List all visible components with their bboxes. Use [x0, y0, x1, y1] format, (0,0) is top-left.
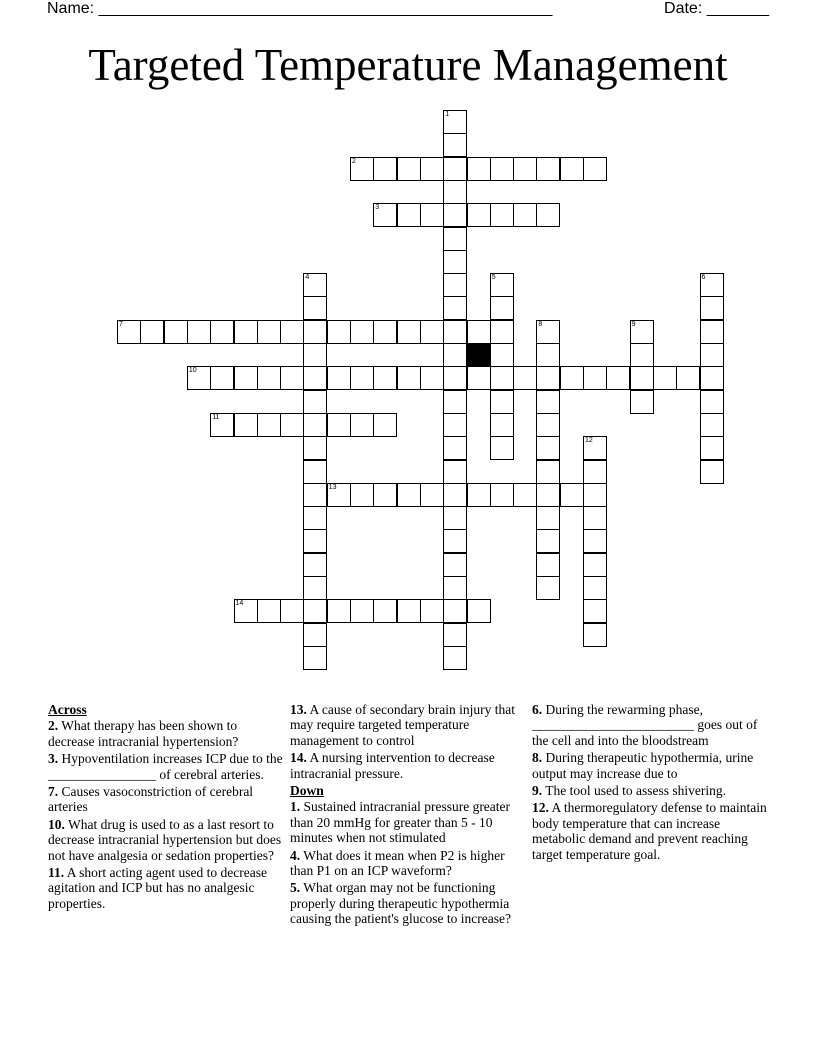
clue-across-11: 11. A short acting agent used to decrease agitation and ICP but has no analgesic properties. [48, 865, 267, 911]
clue-across-13: 13. A cause of secondary brain injury that may require targeted temperature management to control [290, 702, 515, 748]
crossword-cell[interactable] [420, 366, 444, 390]
crossword-cell[interactable] [630, 366, 654, 390]
cell-number: 12 [585, 437, 593, 445]
crossword-cell[interactable] [397, 203, 421, 227]
crossword-cell[interactable] [420, 483, 444, 507]
crossword-cell[interactable] [490, 203, 514, 227]
crossword-cell[interactable] [443, 203, 467, 227]
crossword-cell[interactable] [397, 483, 421, 507]
crossword-cell[interactable] [187, 320, 211, 344]
crossword-cell[interactable] [443, 623, 467, 647]
crossword-cell[interactable] [560, 157, 584, 181]
crossword-cell[interactable] [303, 483, 327, 507]
crossword-cell[interactable] [443, 320, 467, 344]
crossword-cell[interactable] [700, 296, 724, 320]
crossword-cell[interactable] [583, 599, 607, 623]
crossword-cell[interactable] [420, 320, 444, 344]
crossword-cell[interactable] [443, 460, 467, 484]
crossword-cell[interactable] [350, 483, 374, 507]
crossword-cell[interactable] [303, 343, 327, 367]
crossword-cell[interactable] [536, 390, 560, 414]
crossword-cell[interactable] [397, 320, 421, 344]
crossword-cell[interactable] [210, 366, 234, 390]
crossword-cell[interactable] [303, 296, 327, 320]
clue-down-4: 4. What does it mean when P2 is higher than P1 on an ICP waveform? [290, 847, 505, 879]
crossword-cell[interactable] [536, 343, 560, 367]
crossword-cell[interactable] [630, 343, 654, 367]
crossword-cell[interactable] [536, 576, 560, 600]
crossword-cell[interactable] [490, 273, 514, 297]
crossword-cell[interactable] [443, 273, 467, 297]
crossword-cell[interactable] [164, 320, 188, 344]
across-heading: Across [48, 702, 87, 717]
crossword-cell[interactable] [373, 413, 397, 437]
crossword-cell[interactable] [234, 599, 258, 623]
date-field[interactable]: Date: _______ [664, 0, 769, 17]
crossword-cell[interactable] [536, 553, 560, 577]
crossword-cell[interactable] [443, 576, 467, 600]
crossword-cell[interactable] [467, 203, 491, 227]
crossword-cell[interactable] [280, 320, 304, 344]
crossword-cell[interactable] [443, 390, 467, 414]
crossword-cell[interactable] [490, 413, 514, 437]
crossword-cell[interactable] [536, 320, 560, 344]
crossword-cell[interactable] [443, 296, 467, 320]
crossword-cell[interactable] [490, 157, 514, 181]
crossword-cell[interactable] [443, 529, 467, 553]
cell-number: 8 [538, 320, 543, 328]
crossword-cell[interactable] [140, 320, 164, 344]
crossword-cell[interactable] [583, 460, 607, 484]
crossword-cell[interactable] [443, 436, 467, 460]
crossword-cell[interactable] [467, 483, 491, 507]
crossword-cell[interactable] [583, 576, 607, 600]
crossword-cell[interactable] [443, 553, 467, 577]
crossword-cell[interactable] [536, 436, 560, 460]
clue-across-2: 2. What therapy has been shown to decrease intracranial hypertension? [48, 718, 239, 749]
crossword-cell[interactable] [536, 413, 560, 437]
clues-column-1 [48, 702, 284, 913]
crossword-cell[interactable] [700, 273, 724, 297]
crossword-cell[interactable] [303, 273, 327, 297]
crossword-cell[interactable] [700, 413, 724, 437]
crossword-cell[interactable] [583, 553, 607, 577]
crossword-cell[interactable] [490, 296, 514, 320]
crossword-cell[interactable] [257, 366, 281, 390]
crossword-cell[interactable] [443, 250, 467, 274]
crossword-cell[interactable] [303, 460, 327, 484]
crossword-cell[interactable] [373, 366, 397, 390]
cell-number: 9 [631, 320, 636, 328]
crossword-cell[interactable] [700, 390, 724, 414]
crossword-cell[interactable] [443, 227, 467, 251]
crossword-cell[interactable] [210, 413, 234, 437]
crossword-cell[interactable] [583, 623, 607, 647]
crossword-cell[interactable] [280, 366, 304, 390]
crossword-cell[interactable] [443, 110, 467, 134]
black-cell [467, 343, 491, 367]
clue-across-10: 10. What drug is used to as a last resort to decrease intracranial hypertension but does not have analgesia or sedation properties? [48, 816, 282, 863]
crossword-cell[interactable] [467, 599, 491, 623]
crossword-cell[interactable] [536, 483, 560, 507]
crossword-cell[interactable] [443, 483, 467, 507]
crossword-cell[interactable] [373, 157, 397, 181]
cell-number: 7 [119, 320, 123, 328]
crossword-cell[interactable] [513, 203, 537, 227]
cell-number: 10 [188, 367, 197, 375]
crossword-cell[interactable] [583, 529, 607, 553]
down-heading: Down [290, 783, 324, 799]
crossword-cell[interactable] [700, 436, 724, 460]
crossword-cell[interactable] [397, 157, 421, 181]
crossword-cell[interactable] [490, 483, 514, 507]
crossword-cell[interactable] [234, 413, 258, 437]
crossword-cell[interactable] [630, 390, 654, 414]
crossword-cell[interactable] [350, 413, 374, 437]
cell-number: 1 [445, 111, 450, 118]
crossword-cell[interactable] [630, 320, 654, 344]
crossword-cell[interactable] [327, 483, 351, 507]
crossword-cell[interactable] [350, 366, 374, 390]
crossword-cell[interactable] [303, 320, 327, 344]
crossword-cell[interactable] [327, 413, 351, 437]
clue-across-7: 7. Causes vasoconstriction of cerebral arteries [48, 784, 254, 815]
crossword-cell[interactable] [303, 529, 327, 553]
crossword-cell[interactable] [536, 203, 560, 227]
crossword-cell[interactable] [327, 599, 351, 623]
clue-down-9: 9. The tool used to assess shivering. [532, 783, 726, 799]
crossword-cell[interactable] [280, 413, 304, 437]
clue-down-6: 6. During the rewarming phase, ________________________ goes out of the cell and into the bloodstream [532, 702, 758, 748]
crossword-cell[interactable] [443, 180, 467, 204]
crossword-cell[interactable] [257, 413, 281, 437]
crossword-cell[interactable] [303, 623, 327, 647]
clue-down-8: 8. During therapeutic hypothermia, urine output may increase due to [532, 750, 754, 781]
crossword-cell[interactable] [583, 157, 607, 181]
crossword-cell[interactable] [443, 157, 467, 181]
crossword-cell[interactable] [210, 320, 234, 344]
crossword-cell[interactable] [397, 366, 421, 390]
crossword-cell[interactable] [536, 460, 560, 484]
clues-column-2 [290, 702, 526, 929]
crossword-cell[interactable] [303, 390, 327, 414]
crossword-cell[interactable] [187, 366, 211, 390]
crossword-cell[interactable] [583, 436, 607, 460]
crossword-cell[interactable] [513, 483, 537, 507]
crossword-cell[interactable] [303, 599, 327, 623]
clues-column-3 [532, 702, 768, 864]
crossword-cell[interactable] [490, 320, 514, 344]
crossword-cell[interactable] [350, 599, 374, 623]
crossword-cell[interactable] [257, 599, 281, 623]
crossword-cell[interactable] [327, 320, 351, 344]
crossword-cell[interactable] [303, 413, 327, 437]
cell-number: 14 [235, 600, 244, 608]
crossword-cell[interactable] [606, 366, 630, 390]
crossword-cell[interactable] [117, 320, 141, 344]
crossword-cell[interactable] [443, 366, 467, 390]
crossword-cell[interactable] [490, 436, 514, 460]
crossword-cell[interactable] [443, 646, 467, 670]
crossword-cell[interactable] [467, 157, 491, 181]
crossword-cell[interactable] [420, 157, 444, 181]
crossword-cell[interactable] [443, 343, 467, 367]
crossword-cell[interactable] [373, 203, 397, 227]
crossword-cell[interactable] [536, 506, 560, 530]
crossword-cell[interactable] [536, 366, 560, 390]
crossword-cell[interactable] [700, 343, 724, 367]
crossword-cell[interactable] [327, 366, 351, 390]
crossword-cell[interactable] [490, 366, 514, 390]
crossword-cell[interactable] [373, 599, 397, 623]
crossword-cell[interactable] [303, 366, 327, 390]
crossword-cell[interactable] [443, 413, 467, 437]
cell-number: 13 [328, 483, 337, 491]
crossword-cell[interactable] [583, 483, 607, 507]
crossword-cell[interactable] [700, 460, 724, 484]
crossword-cell[interactable] [303, 553, 327, 577]
name-field[interactable]: Name: ___________________________________________________ [47, 0, 553, 17]
crossword-cell[interactable] [536, 157, 560, 181]
crossword-cell[interactable] [303, 506, 327, 530]
clue-down-12: 12. A thermoregulatory defense to maintain body temperature that can increase metabolic demand and prevent reaching target temperature goal. [532, 800, 767, 862]
crossword-cell[interactable] [467, 366, 491, 390]
crossword-cell[interactable] [536, 529, 560, 553]
page-title: Targeted Temperature Management [88, 40, 728, 90]
crossword-cell[interactable] [443, 506, 467, 530]
crossword-cell[interactable] [303, 436, 327, 460]
crossword-cell[interactable] [700, 320, 724, 344]
crossword-cell[interactable] [513, 366, 537, 390]
crossword-cell[interactable] [443, 599, 467, 623]
clue-down-5: 5. What organ may not be functioning properly during therapeutic hypothermia causing the patient's glucose to increase? [290, 880, 511, 927]
cell-number: 3 [375, 204, 380, 212]
crossword-cell[interactable] [420, 599, 444, 623]
clue-down-1: 1. Sustained intracranial pressure greater than 20 mmHg for greater than 5 - 10 minutes when not stimulated [290, 799, 511, 846]
crossword-cell[interactable] [234, 320, 258, 344]
crossword-cell[interactable] [350, 320, 374, 344]
crossword-cell[interactable] [257, 320, 281, 344]
cell-number: 11 [212, 413, 220, 421]
clue-across-14: 14. A nursing intervention to decrease intracranial pressure. [290, 750, 495, 781]
crossword-cell[interactable] [560, 366, 584, 390]
crossword-cell[interactable] [280, 599, 304, 623]
crossword-cell[interactable] [373, 483, 397, 507]
crossword-cell[interactable] [583, 506, 607, 530]
crossword-cell[interactable] [676, 366, 700, 390]
crossword-cell[interactable] [583, 366, 607, 390]
crossword-cell[interactable] [490, 390, 514, 414]
cell-number: 6 [701, 274, 706, 282]
cell-number: 2 [352, 157, 356, 165]
cell-number: 4 [305, 274, 310, 282]
crossword-cell[interactable] [303, 646, 327, 670]
crossword-cell[interactable] [700, 366, 724, 390]
crossword-cell[interactable] [443, 133, 467, 157]
crossword-cell[interactable] [560, 483, 584, 507]
crossword-cell[interactable] [653, 366, 677, 390]
crossword-cell[interactable] [373, 320, 397, 344]
crossword-cell[interactable] [397, 599, 421, 623]
cell-number: 5 [491, 274, 496, 282]
crossword-cell[interactable] [420, 203, 444, 227]
crossword-cell[interactable] [350, 157, 374, 181]
clue-across-3: 3. Hypoventilation increases ICP due to the ________________ of cerebral arteries. [48, 751, 283, 782]
crossword-cell[interactable] [490, 343, 514, 367]
crossword-cell[interactable] [467, 320, 491, 344]
crossword-cell[interactable] [303, 576, 327, 600]
crossword-cell[interactable] [234, 366, 258, 390]
crossword-cell[interactable] [513, 157, 537, 181]
